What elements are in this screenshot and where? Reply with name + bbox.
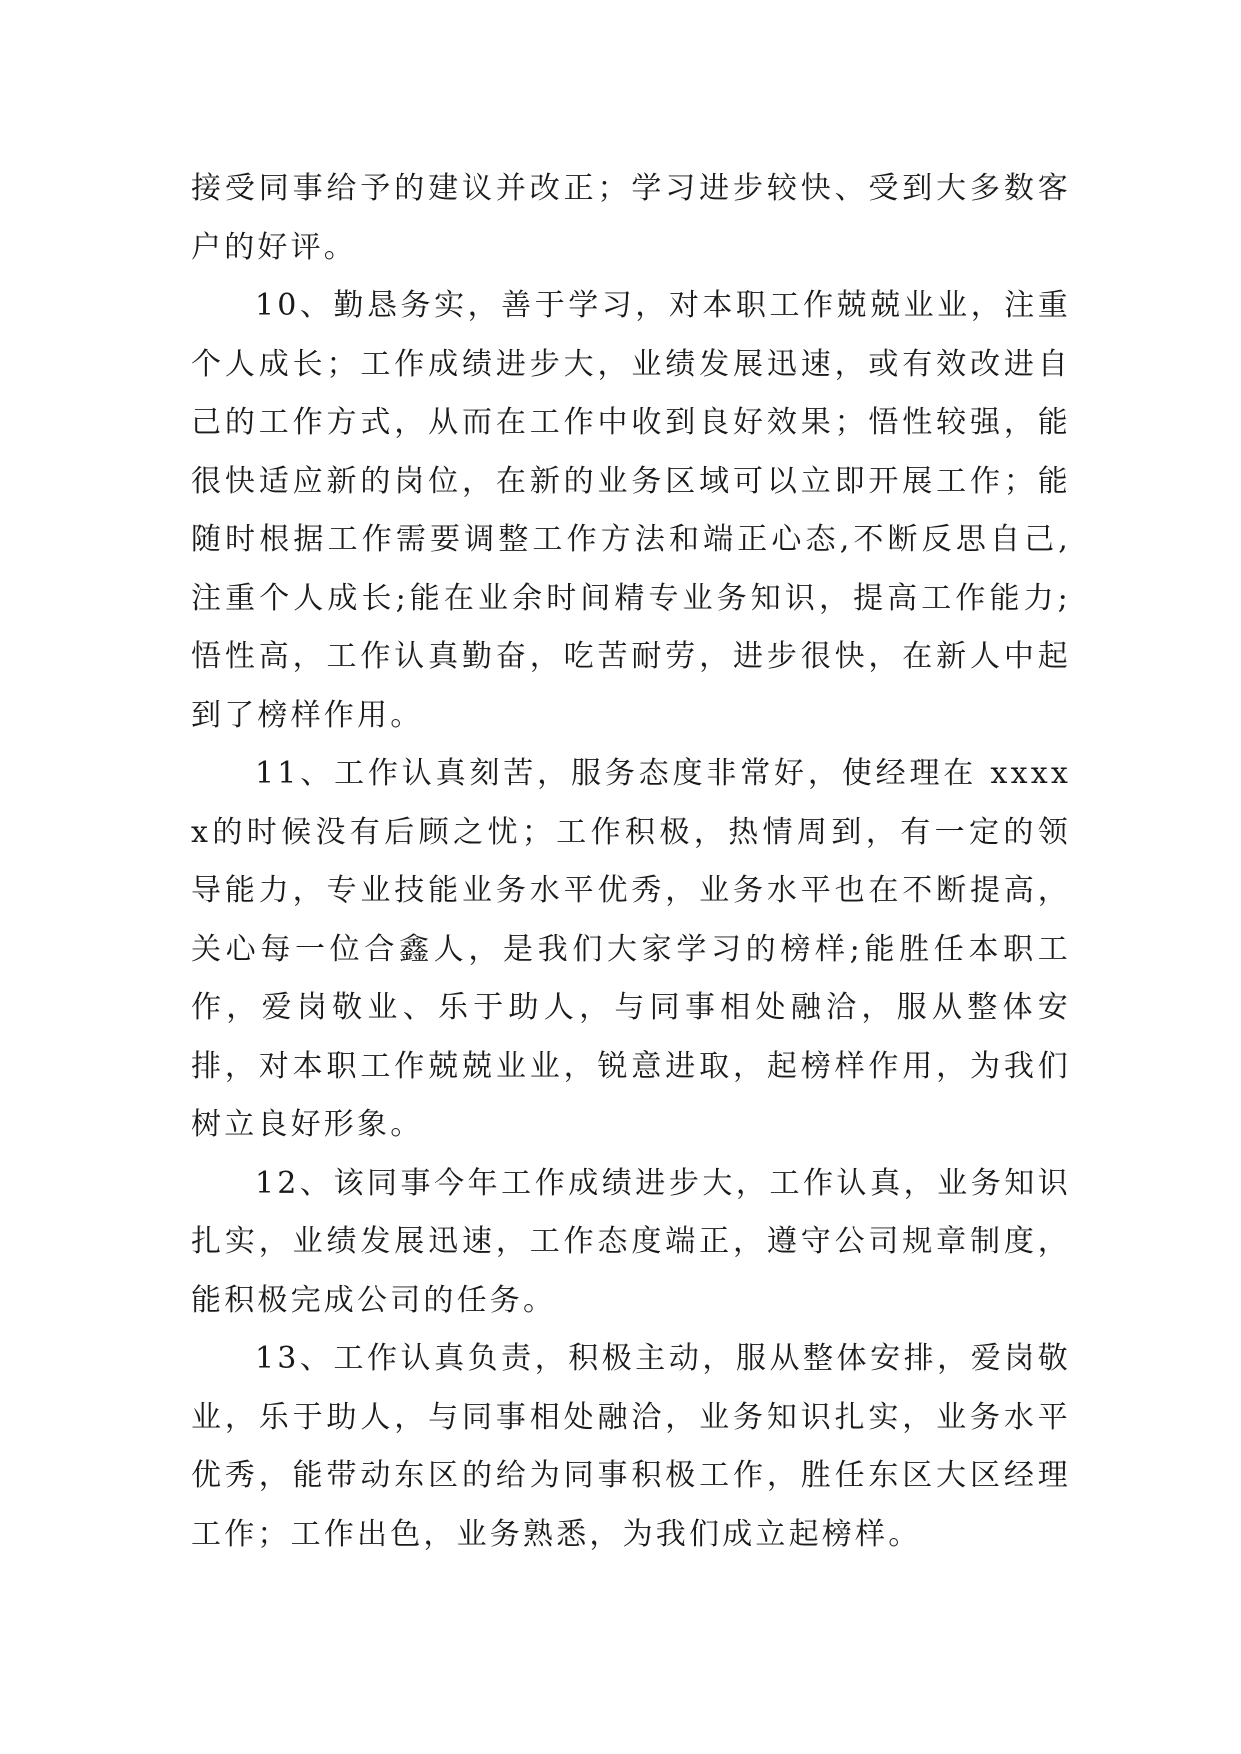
paragraph-item-11: 11、工作认真刻苦，服务态度非常好，使经理在 xxxxx的时候没有后顾之忧；工作积极，热情周到，有一定的领导能力，专业技能业务水平优秀，业务水平也在不断提高，关心每一位合鑫人，是我们大家学习的榜样;能胜任本职工作，爱岗敬业、乐于助人，与同事相处融洽，服从整体安排，对本职工作兢兢业业，锐意进取，起榜样作用，为我们树立良好形象。 — [191, 756, 1071, 1142]
paragraph-item-12: 12、该同事今年工作成绩进步大，工作认真，业务知识扎实，业绩发展迅速，工作态度端正，遵守公司规章制度，能积极完成公司的任务。 — [191, 1165, 1071, 1318]
paragraph-continuation: 接受同事给予的建议并改正；学习进步较快、受到大多数客户的好评。 — [191, 171, 1071, 265]
paragraph-item-10: 10、勤恳务实，善于学习，对本职工作兢兢业业，注重个人成长；工作成绩进步大，业绩发展迅速，或有效改进自己的工作方式，从而在工作中收到良好效果；悟性较强，能很快适应新的岗位，在新的业务区域可以立即开展工作；能随时根据工作需要调整工作方法和端正心态,不断反思自己,注重个人成长;能在业余时间精专业务知识，提高工作能力;悟性高，工作认真勤奋，吃苦耐劳，进步很快，在新人中起到了榜样作用。 — [191, 288, 1071, 733]
document-body — [191, 160, 1071, 1564]
paragraph-item-13: 13、工作认真负责，积极主动，服从整体安排，爱岗敬业，乐于助人，与同事相处融洽，业务知识扎实，业务水平优秀，能带动东区的给为同事积极工作，胜任东区大区经理工作；工作出色，业务熟悉，为我们成立起榜样。 — [191, 1341, 1071, 1552]
